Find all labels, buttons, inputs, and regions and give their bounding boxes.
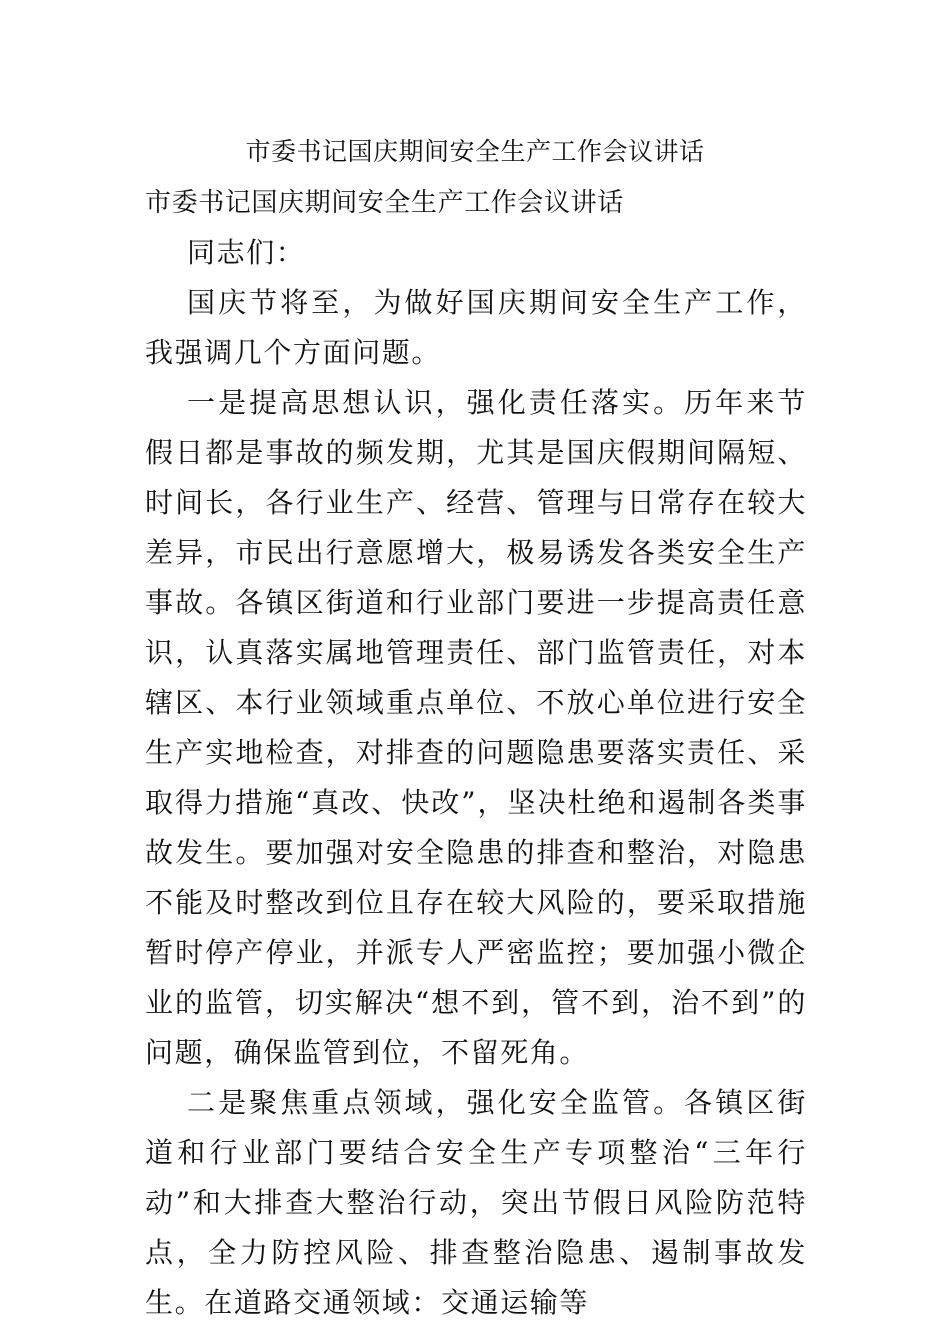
- document-subtitle: 市委书记国庆期间安全生产工作会议讲话: [145, 188, 624, 218]
- paragraph-intro: 国庆节将至，为做好国庆期间安全生产工作，我强调几个方面问题。: [145, 286, 807, 369]
- document-body: [145, 178, 807, 1328]
- salutation: 同志们：: [187, 236, 306, 269]
- paragraph-point-one: 一是提高思想认识，强化责任落实。历年来节假日都是事故的频发期，尤其是国庆假期间隔短、时间长，各行业生产、经营、管理与日常存在较大差异，市民出行意愿增大，极易诱发各类安全生产事故。各镇区街道和行业部门要进一步提高责任意识，认真落实属地管理责任、部门监管责任，对本辖区、本行业领域重点单位、不放心单位进行安全生产实地检查，对排查的问题隐患要落实责任、采取得力措施“真改、快改”，坚决杜绝和遏制各类事故发生。要加强对安全隐患的排查和整治，对隐患不能及时整改到位且存在较大风险的，要采取措施暂时停产停业，并派专人严密监控；要加强小微企业的监管，切实解决“想不到，管不到，治不到”的问题，确保监管到位，不留死角。: [145, 386, 807, 1069]
- paragraph-point-two: 二是聚焦重点领域，强化安全监管。各镇区街道和行业部门要结合安全生产专项整治“三年行动”和大排查大整治行动，突出节假日风险防范特点，全力防控风险、排查整治隐患、遏制事故发生。在道路交通领域：交通运输等: [145, 1086, 807, 1319]
- document-title: 市委书记国庆期间安全生产工作会议讲话: [245, 137, 705, 166]
